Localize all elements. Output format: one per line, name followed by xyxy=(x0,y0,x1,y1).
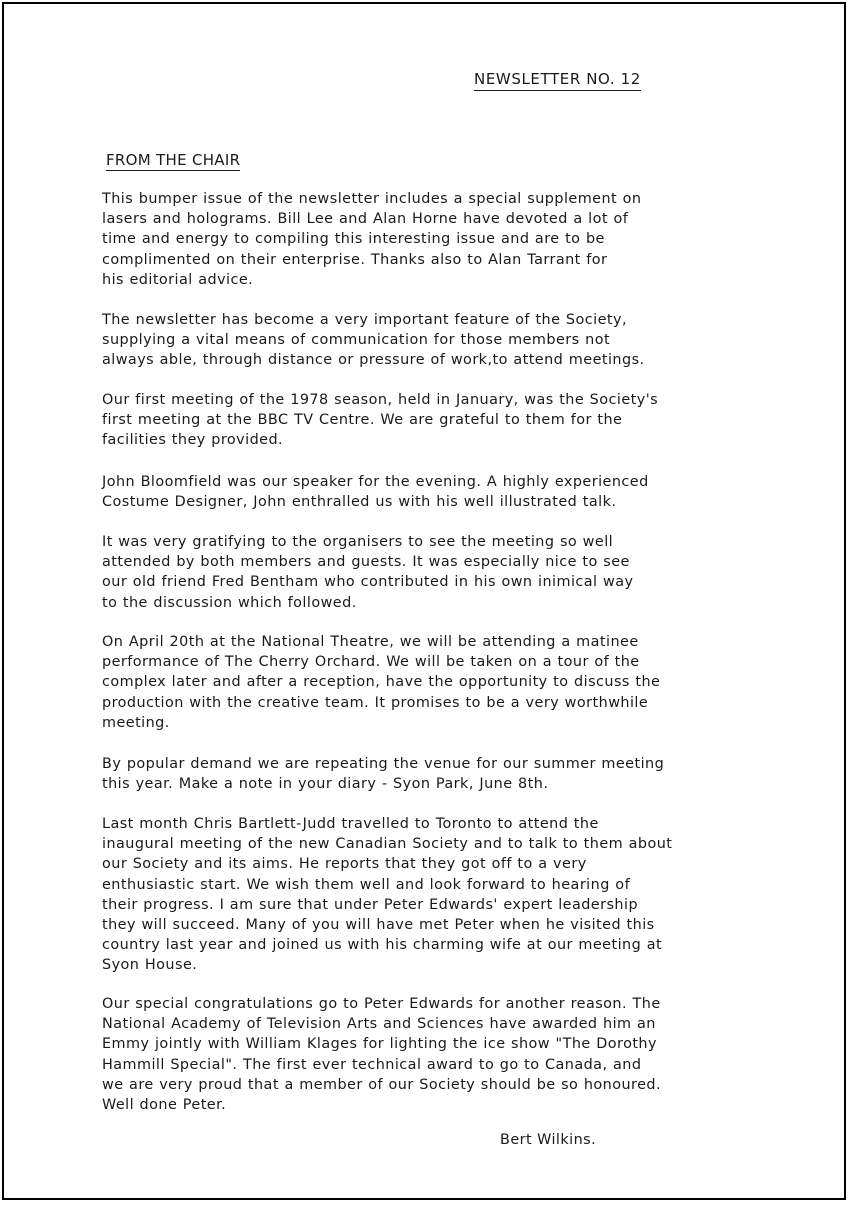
paragraph-canadian-society xyxy=(102,814,672,976)
text-line: meeting. xyxy=(102,714,170,731)
paragraph-summer-meeting xyxy=(102,754,664,794)
text-line: our old friend Fred Bentham who contributed in his own inimical way xyxy=(102,574,634,591)
text-line: they will succeed. Many of you will have met Peter when he visited this xyxy=(102,917,655,934)
text-line: complex later and after a reception, have the opportunity to discuss the xyxy=(102,674,661,691)
newsletter-title: NEWSLETTER NO. 12 xyxy=(474,70,641,91)
paragraph-national-theatre xyxy=(102,632,660,733)
text-line: country last year and joined us with his charming wife at our meeting at xyxy=(102,937,663,954)
text-line: facilities they provided. xyxy=(102,432,284,449)
text-line: performance of The Cherry Orchard. We will be taken on a tour of the xyxy=(102,654,640,671)
text-line: Costume Designer, John enthralled us with his well illustrated talk. xyxy=(102,494,617,511)
text-line: Syon House. xyxy=(102,957,198,974)
text-line: inaugural meeting of the new Canadian Society and to talk to them about xyxy=(102,836,673,853)
page-frame xyxy=(2,2,846,1200)
text-line: Well done Peter. xyxy=(102,1097,227,1114)
text-line: always able, through distance or pressure of work,to attend meetings. xyxy=(102,352,645,369)
text-line: On April 20th at the National Theatre, we will be attending a matinee xyxy=(102,634,639,650)
paragraph-first-meeting xyxy=(102,390,658,451)
text-line: attended by both members and guests. It was especially nice to see xyxy=(102,554,630,571)
signature: Bert Wilkins. xyxy=(500,1132,597,1148)
text-line: Our special congratulations go to Peter Edwards for another reason. The xyxy=(102,996,661,1012)
text-line: lasers and holograms. Bill Lee and Alan Horne have devoted a lot of xyxy=(102,211,629,228)
text-line: This bumper issue of the newsletter includes a special supplement on xyxy=(102,191,642,207)
text-line: supplying a vital means of communication for those members not xyxy=(102,332,611,349)
text-line: to the discussion which followed. xyxy=(102,594,357,611)
section-heading: FROM THE CHAIR xyxy=(106,151,241,169)
paragraph-speaker xyxy=(102,472,649,512)
text-line: time and energy to compiling this interesting issue and are to be xyxy=(102,231,605,248)
text-line: our Society and its aims. He reports that they got off to a very xyxy=(102,856,587,873)
text-line: Emmy jointly with William Klages for lighting the ice show "The Dorothy xyxy=(102,1036,657,1053)
text-line: we are very proud that a member of our Society should be so honoured. xyxy=(102,1076,662,1093)
text-line: production with the creative team. It promises to be a very worthwhile xyxy=(102,694,649,711)
paragraph-newsletter-importance xyxy=(102,310,645,371)
text-line: first meeting at the BBC TV Centre. We are grateful to them for the xyxy=(102,412,623,429)
paragraph-supplement xyxy=(102,189,642,290)
text-line: his editorial advice. xyxy=(102,271,254,288)
text-line: By popular demand we are repeating the venue for our summer meeting xyxy=(102,756,665,772)
paragraph-attendance xyxy=(102,532,633,613)
text-line: John Bloomfield was our speaker for the evening. A highly experienced xyxy=(102,474,649,490)
text-line: this year. Make a note in your diary - Syon Park, June 8th. xyxy=(102,776,549,793)
text-line: The newsletter has become a very important feature of the Society, xyxy=(102,312,627,328)
text-line: Our first meeting of the 1978 season, held in January, was the Society's xyxy=(102,392,659,408)
text-line: National Academy of Television Arts and Sciences have awarded him an xyxy=(102,1016,656,1033)
text-line: complimented on their enterprise. Thanks also to Alan Tarrant for xyxy=(102,251,608,268)
paragraph-congratulations xyxy=(102,994,661,1115)
text-line: Hammill Special". The first ever technical award to go to Canada, and xyxy=(102,1056,642,1073)
text-line: enthusiastic start. We wish them well and look forward to hearing of xyxy=(102,876,631,893)
text-line: It was very gratifying to the organisers to see the meeting so well xyxy=(102,534,614,550)
text-line: Last month Chris Bartlett-Judd travelled to Toronto to attend the xyxy=(102,816,599,832)
text-line: their progress. I am sure that under Peter Edwards' expert leadership xyxy=(102,896,639,913)
